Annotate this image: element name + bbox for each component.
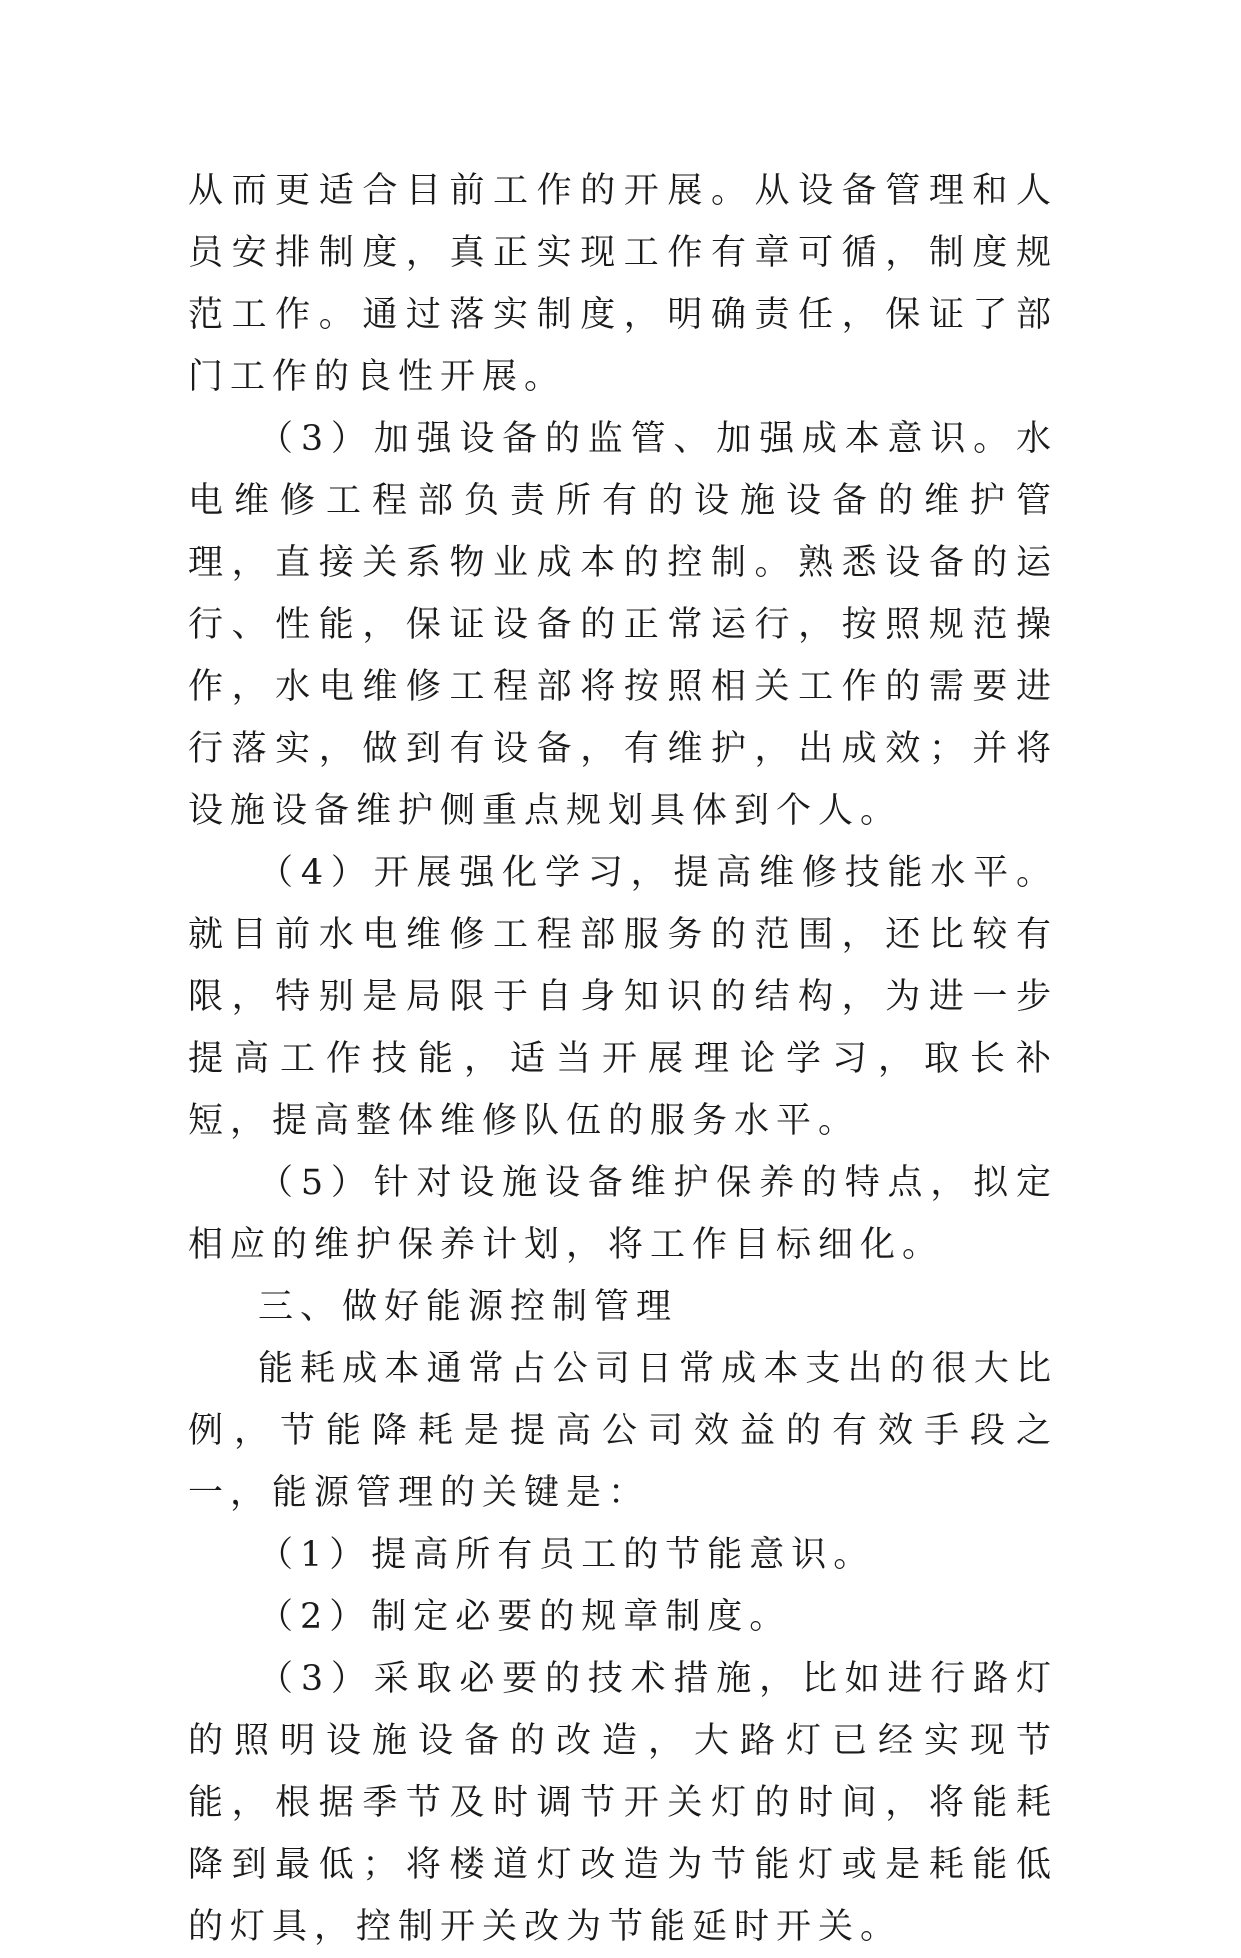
document-page (188, 160, 1058, 1958)
section-heading-energy-control: 三、做好能源控制管理 (258, 1287, 679, 1327)
paragraph-energy-item-3: （3）采取必要的技术措施，比如进行路灯的照明设施设备的改造，大路灯已经实现节能，根据季节及时调节开关灯的时间，将能耗降到最低；将楼道灯改造为节能灯或是耗能低的灯具，控制开关改为节能延时开关。 (188, 1659, 1058, 1947)
paragraph-item-5-maintenance-plan: （5）针对设施设备维护保养的特点，拟定相应的维护保养计划，将工作目标细化。 (188, 1163, 1058, 1265)
paragraph-energy-item-1: （1）提高所有员工的节能意识。 (258, 1535, 876, 1575)
paragraph-continuation: 从而更适合目前工作的开展。从设备管理和人员安排制度，真正实现工作有章可循，制度规范工作。通过落实制度，明确责任，保证了部门工作的良性开展。 (188, 171, 1058, 397)
paragraph-energy-intro: 能耗成本通常占公司日常成本支出的很大比例，节能降耗是提高公司效益的有效手段之一，能源管理的关键是： (188, 1349, 1058, 1513)
paragraph-item-3-equipment-supervision: （3）加强设备的监管、加强成本意识。水电维修工程部负责所有的设施设备的维护管理，直接关系物业成本的控制。熟悉设备的运行、性能，保证设备的正常运行，按照规范操作，水电维修工程部将按照相关工作的需要进行落实，做到有设备，有维护，出成效；并将设施设备维护侧重点规划具体到个人。 (188, 419, 1058, 831)
paragraph-energy-item-2: （2）制定必要的规章制度。 (258, 1597, 792, 1637)
paragraph-item-4-skill-training: （4）开展强化学习，提高维修技能水平。就目前水电维修工程部服务的范围，还比较有限，特别是局限于自身知识的结构，为进一步提高工作技能，适当开展理论学习，取长补短，提高整体维修队伍的服务水平。 (188, 853, 1058, 1141)
